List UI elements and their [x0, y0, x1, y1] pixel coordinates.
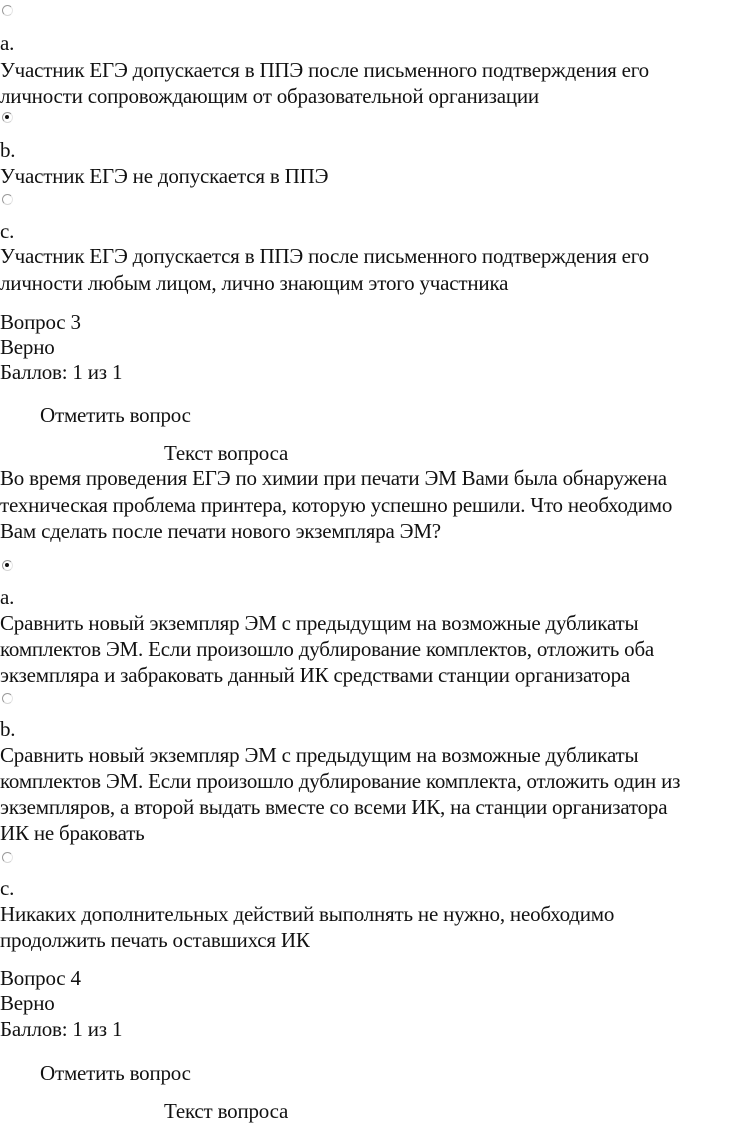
- radio-option-a-selected[interactable]: [2, 560, 13, 571]
- question-score: Баллов: 1 из 1: [0, 360, 123, 384]
- option-letter: a.: [0, 585, 15, 609]
- option-letter: c.: [0, 876, 15, 900]
- option-text-line: продолжить печать оставшихся ИК: [0, 928, 310, 952]
- question-text-heading: Текст вопроса: [164, 441, 289, 465]
- option-text-line: Участник ЕГЭ допускается в ППЭ после письменного подтверждения его: [0, 244, 649, 268]
- option-letter: b.: [0, 717, 16, 741]
- radio-option-b-selected[interactable]: [2, 112, 13, 123]
- option-text-line: Никаких дополнительных действий выполнять не нужно, необходимо: [0, 902, 615, 926]
- flag-question-link[interactable]: Отметить вопрос: [40, 1061, 191, 1085]
- option-text-line: ИК не браковать: [0, 821, 145, 845]
- question-status: Верно: [0, 335, 55, 359]
- option-text-line: Сравнить новый экземпляр ЭМ с предыдущим на возможные дубликаты: [0, 611, 639, 635]
- option-text-line: личности любым лицом, лично знающим этого участника: [0, 271, 509, 295]
- option-text-line: Участник ЕГЭ допускается в ППЭ после письменного подтверждения его: [0, 58, 649, 82]
- question-number: Вопрос 3: [0, 310, 81, 334]
- question-text-line: Во время проведения ЕГЭ по химии при печати ЭМ Вами была обнаружена: [0, 466, 667, 490]
- option-text-line: Сравнить новый экземпляр ЭМ с предыдущим на возможные дубликаты: [0, 743, 639, 767]
- question-number: Вопрос 4: [0, 966, 81, 990]
- radio-option-c[interactable]: [2, 194, 13, 205]
- radio-option-c[interactable]: [2, 852, 13, 863]
- radio-option-a[interactable]: [2, 5, 13, 16]
- question-status: Верно: [0, 991, 55, 1015]
- option-letter: a.: [0, 31, 15, 55]
- question-text-line: Вам сделать после печати нового экземпляра ЭМ?: [0, 519, 441, 543]
- option-letter: b.: [0, 138, 16, 162]
- option-text-line: личности сопровождающим от образовательной организации: [0, 84, 539, 108]
- option-text-line: комплектов ЭМ. Если произошло дублирование комплектов, отложить оба: [0, 637, 655, 661]
- option-text-line: Участник ЕГЭ не допускается в ППЭ: [0, 164, 329, 188]
- radio-option-b[interactable]: [2, 693, 13, 704]
- option-letter: c.: [0, 219, 15, 243]
- option-text-line: комплектов ЭМ. Если произошло дублирование комплекта, отложить один из: [0, 769, 681, 793]
- question-text-heading: Текст вопроса: [164, 1099, 289, 1123]
- option-text-line: экземпляров, а второй выдать вместе со всеми ИК, на станции организатора: [0, 795, 668, 819]
- flag-question-link[interactable]: Отметить вопрос: [40, 403, 191, 427]
- option-text-line: экземпляра и забраковать данный ИК средствами станции организатора: [0, 663, 631, 687]
- question-text-line: техническая проблема принтера, которую успешно решили. Что необходимо: [0, 493, 673, 517]
- question-score: Баллов: 1 из 1: [0, 1017, 123, 1041]
